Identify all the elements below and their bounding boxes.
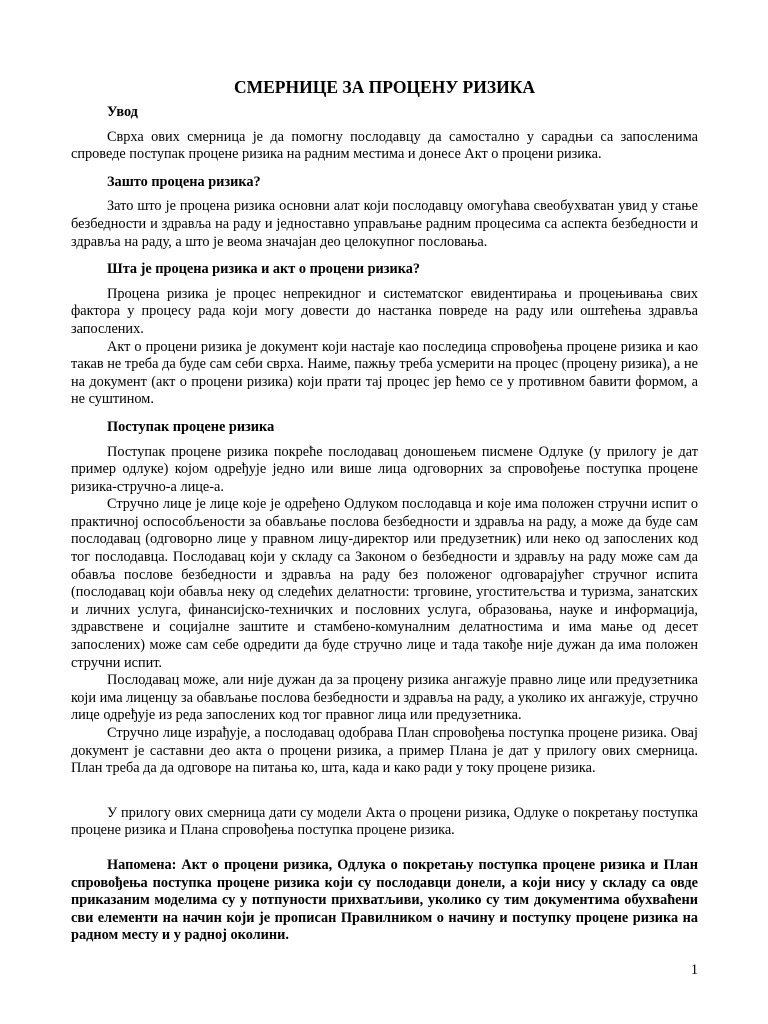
section-procedure xyxy=(71,419,698,778)
spacer xyxy=(71,788,698,805)
section-heading-what: Шта је процена ризика и акт о процени ризика? xyxy=(107,261,421,278)
document-title: СМЕРНИЦЕ ЗА ПРОЦЕНУ РИЗИКА xyxy=(233,77,536,97)
section-what-is-risk-assessment xyxy=(71,261,698,409)
why-paragraph: Зато што је процена ризика основни алат који послодавцу омогућава свеобухватан увид у стање безбедности и здравља на раду и једноставно управљање радним процесима са аспекта безбедности и здравља на раду, а што је веома значајан део целокупног пословања. xyxy=(71,198,698,250)
section-why-risk-assessment xyxy=(71,174,698,251)
procedure-paragraph-1: Поступак процене ризика покреће послодавац доношењем писмене Одлуке (у прилогу је дат пример одлуке) којом одређује једно или више лица одговорних за спровођење поступка процене ризика-стручно-а лице-а. xyxy=(71,443,698,495)
section-heading-procedure: Поступак процене ризика xyxy=(107,418,275,435)
section-heading-introduction: Увод xyxy=(107,104,138,120)
section-introduction xyxy=(71,104,698,164)
document-body xyxy=(71,76,698,945)
procedure-paragraph-4: Стручно лице израђује, а послодавац одобрава План спровођења поступка процене ризика. Овај документ је саставни део акта о процени ризика, а пример Плана је дат у прилогу ових смерница. План треба да да одговоре на питања ко, шта, када и како ради у току процене ризика. xyxy=(71,725,698,777)
what-paragraph-1: Процена ризика је процес непрекидног и систематског евидентирања и процењивања свих фактора у процесу рада који могу довести до настанка повреде на раду или оштећења здравља запослених. xyxy=(71,285,698,337)
procedure-paragraph-2: Стручно лице је лице које је одређено Одлуком послодавца и које има положен стручни испит о практичној оспособљености за обављање послова безбедности и здравља на раду, а може да буде сам послодавац (одговорно лице у правном лицу-директор или предузетник) или неко од запослених код тог послодавца. Послодавац који у складу са Законом о безбедности и здрављу на раду може сам да обавља послове безбедности и здравља на раду без положеног одговарајућег стручног испита (послодавац који обавља неку од следећих делатности: трговине, угоститељства и туризма, занатских и личних услуга, финансијско-техничких и пословних услуга, образовања, науке и информација, здравствене и социјалне заштите и стамбено-комуналним делатностима и има мање од десет запослених) може сам себе одредити да буде стручно лице и тада такође није дужан да има положен стручни испит. xyxy=(71,496,698,671)
procedure-paragraph-3: Послодавац може, али није дужан да за процену ризика ангажује правно лице или предузетника који има лиценцу за обављање послова безбедности и здравља на раду, а уколико их ангажује, стручно лице одређује из реда запослених код тог правног лица или предузетника. xyxy=(71,672,698,724)
section-heading-why: Зашто процена ризика? xyxy=(107,173,261,190)
what-paragraph-2: Акт о процени ризика је документ који настаје као последица спровођења процене ризика и као такав не треба да буде сам себи сврха. Наиме, пажњу треба усмерити на процес (процену ризика), а не на документ (акт о процени ризика) који прати тај процес јер ћемо се у противном бавити формом, а не суштином. xyxy=(71,338,698,408)
spacer xyxy=(71,840,698,857)
note-paragraph: Напомена: Акт о процени ризика, Одлука о покретању поступка процене ризика и План спровођења поступка процене ризика који су послодавци донели, а који нису у складу са овде приказаним моделима су у потпуности прихватљиви, уколико су тим документима обухваћени сви елементи на начин који је прописан Правилником о начину и поступку процене ризика на радном месту и у радној околини. xyxy=(71,856,698,944)
attachments-paragraph: У прилогу ових смерница дати су модели Акта о процени ризика, Одлуке о покретању поступка процене ризика и Плана спровођења поступка процене ризика. xyxy=(71,804,698,839)
page-number: 1 xyxy=(690,962,698,978)
introduction-paragraph: Сврха ових смерница је да помогну послодавцу да самостално у сарадњи са запосленима спроведе поступак процене ризика на радним местима и донесе Акт о процени ризика. xyxy=(71,128,698,163)
